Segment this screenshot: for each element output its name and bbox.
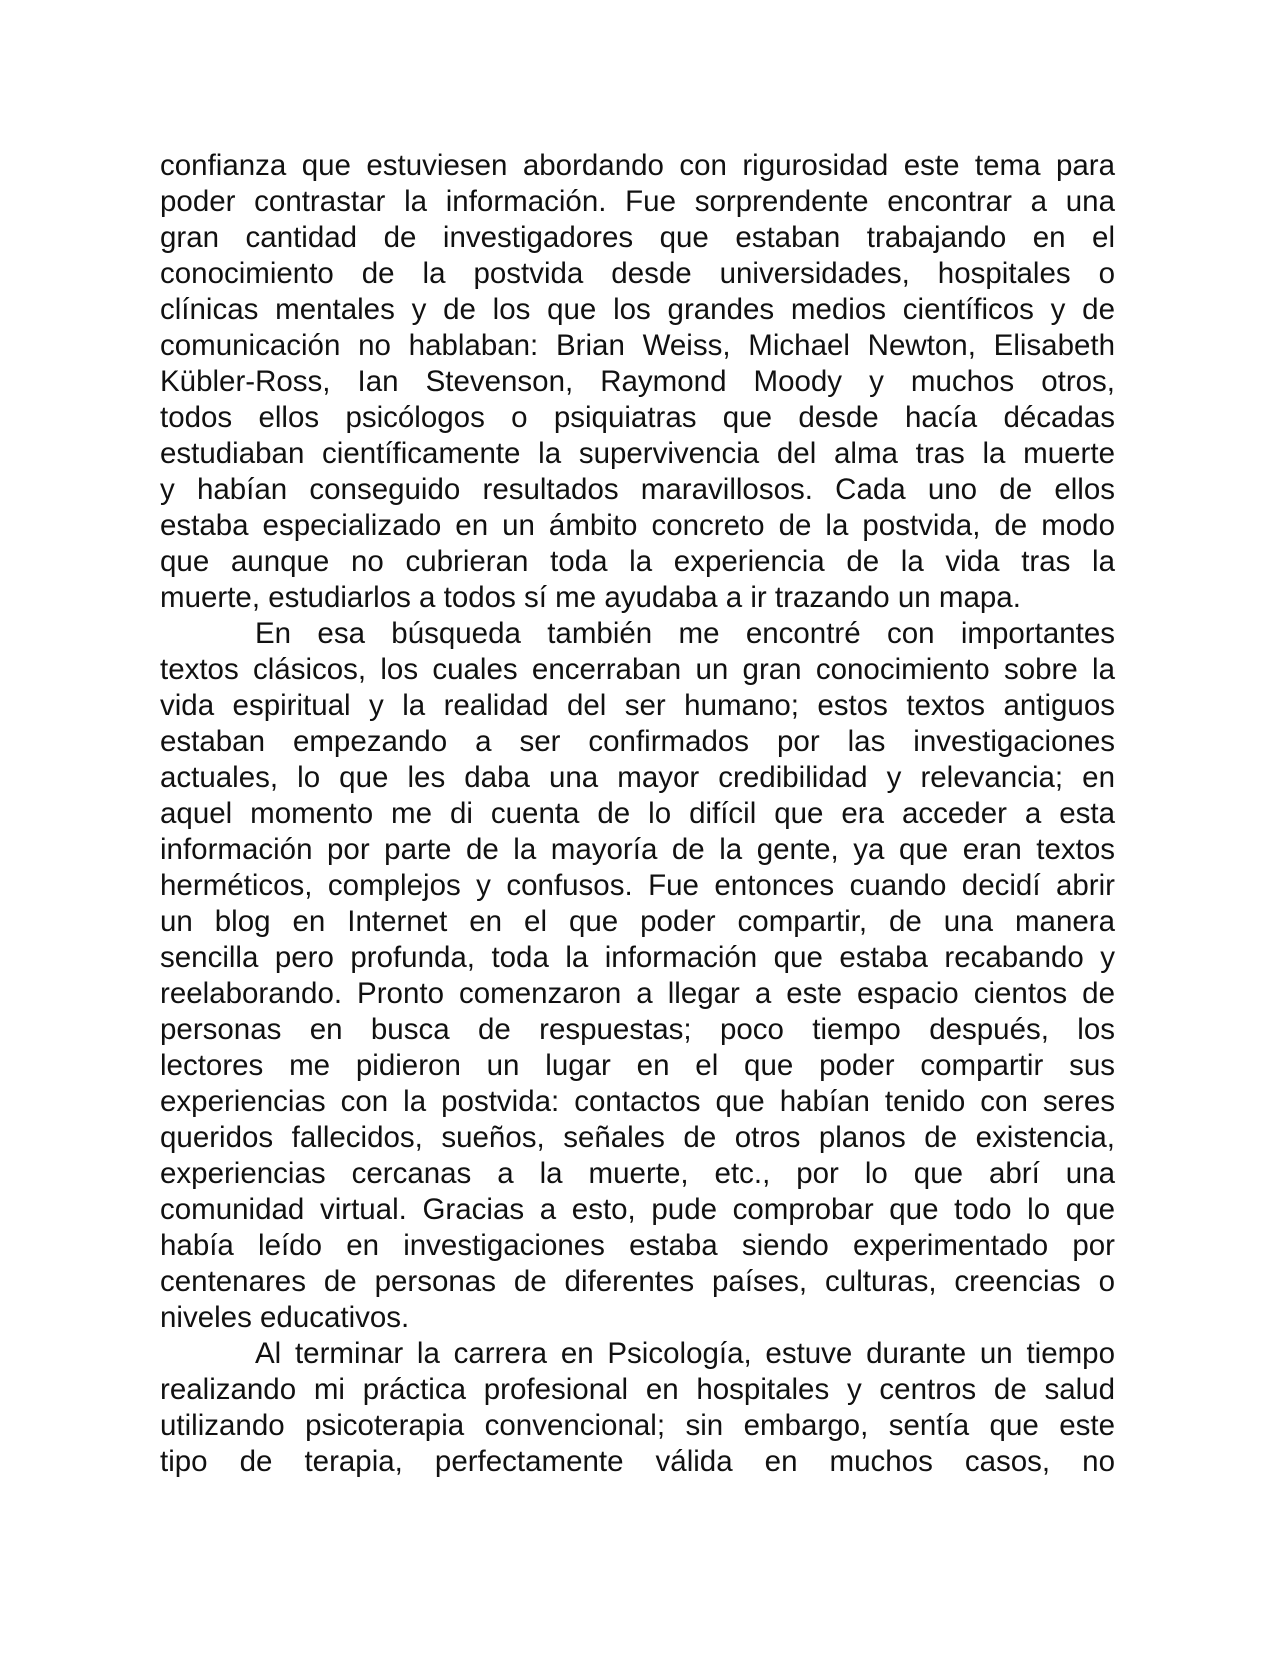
text-line: centenares de personas de diferentes países, culturas, creencias o (160, 1265, 1115, 1298)
text-line: Al terminar la carrera en Psicología, estuve durante un tiempo (255, 1337, 1115, 1370)
text-line: que aunque no cubrieran toda la experiencia de la vida tras la (160, 545, 1115, 578)
text-line: poder contrastar la información. Fue sorprendente encontrar a una (160, 185, 1115, 218)
text-line: realizando mi práctica profesional en hospitales y centros de salud (160, 1373, 1115, 1406)
text-line: herméticos, complejos y confusos. Fue entonces cuando decidí abrir (160, 869, 1115, 902)
text-line: comunidad virtual. Gracias a esto, pude comprobar que todo lo que (160, 1193, 1115, 1226)
paragraph (160, 616, 1115, 1336)
text-line: estaba especializado en un ámbito concreto de la postvida, de modo (160, 509, 1115, 542)
text-line: sencilla pero profunda, toda la información que estaba recabando y (160, 941, 1115, 974)
text-line: y habían conseguido resultados maravillosos. Cada uno de ellos (160, 473, 1115, 506)
text-line: conocimiento de la postvida desde universidades, hospitales o (160, 257, 1115, 290)
text-line: un blog en Internet en el que poder compartir, de una manera (160, 905, 1115, 938)
text-line: tipo de terapia, perfectamente válida en muchos casos, no (160, 1445, 1115, 1478)
text-line: clínicas mentales y de los que los grandes medios científicos y de (160, 293, 1115, 326)
text-line: comunicación no hablaban: Brian Weiss, Michael Newton, Elisabeth (160, 329, 1115, 362)
text-line: aquel momento me di cuenta de lo difícil que era acceder a esta (160, 797, 1115, 830)
text-line: información por parte de la mayoría de la gente, ya que eran textos (160, 833, 1115, 866)
text-line: vida espiritual y la realidad del ser humano; estos textos antiguos (160, 689, 1115, 722)
text-line: Kübler-Ross, Ian Stevenson, Raymond Moody y muchos otros, (160, 365, 1115, 398)
paragraph (160, 148, 1115, 616)
text-line: queridos fallecidos, sueños, señales de otros planos de existencia, (160, 1121, 1115, 1154)
text-line: experiencias cercanas a la muerte, etc., por lo que abrí una (160, 1157, 1115, 1190)
text-line: utilizando psicoterapia convencional; sin embargo, sentía que este (160, 1409, 1115, 1442)
text-line: muerte, estudiarlos a todos sí me ayudaba a ir trazando un mapa. (160, 581, 1021, 614)
text-line: estaban empezando a ser confirmados por las investigaciones (160, 725, 1115, 758)
paragraph (160, 1336, 1115, 1480)
text-line: estudiaban científicamente la supervivencia del alma tras la muerte (160, 437, 1115, 470)
text-line: gran cantidad de investigadores que estaban trabajando en el (160, 221, 1115, 254)
text-line: confianza que estuviesen abordando con rigurosidad este tema para (160, 149, 1115, 182)
text-line: personas en busca de respuestas; poco tiempo después, los (160, 1013, 1115, 1046)
text-line: actuales, lo que les daba una mayor credibilidad y relevancia; en (160, 761, 1115, 794)
text-line: textos clásicos, los cuales encerraban un gran conocimiento sobre la (160, 653, 1115, 686)
body-text (160, 148, 1115, 1480)
text-line: En esa búsqueda también me encontré con importantes (255, 617, 1115, 650)
text-line: niveles educativos. (160, 1301, 410, 1334)
text-line: lectores me pidieron un lugar en el que poder compartir sus (160, 1049, 1115, 1082)
text-line: todos ellos psicólogos o psiquiatras que desde hacía décadas (160, 401, 1115, 434)
text-line: había leído en investigaciones estaba siendo experimentado por (160, 1229, 1115, 1262)
text-line: reelaborando. Pronto comenzaron a llegar a este espacio cientos de (160, 977, 1115, 1010)
text-line: experiencias con la postvida: contactos que habían tenido con seres (160, 1085, 1115, 1118)
